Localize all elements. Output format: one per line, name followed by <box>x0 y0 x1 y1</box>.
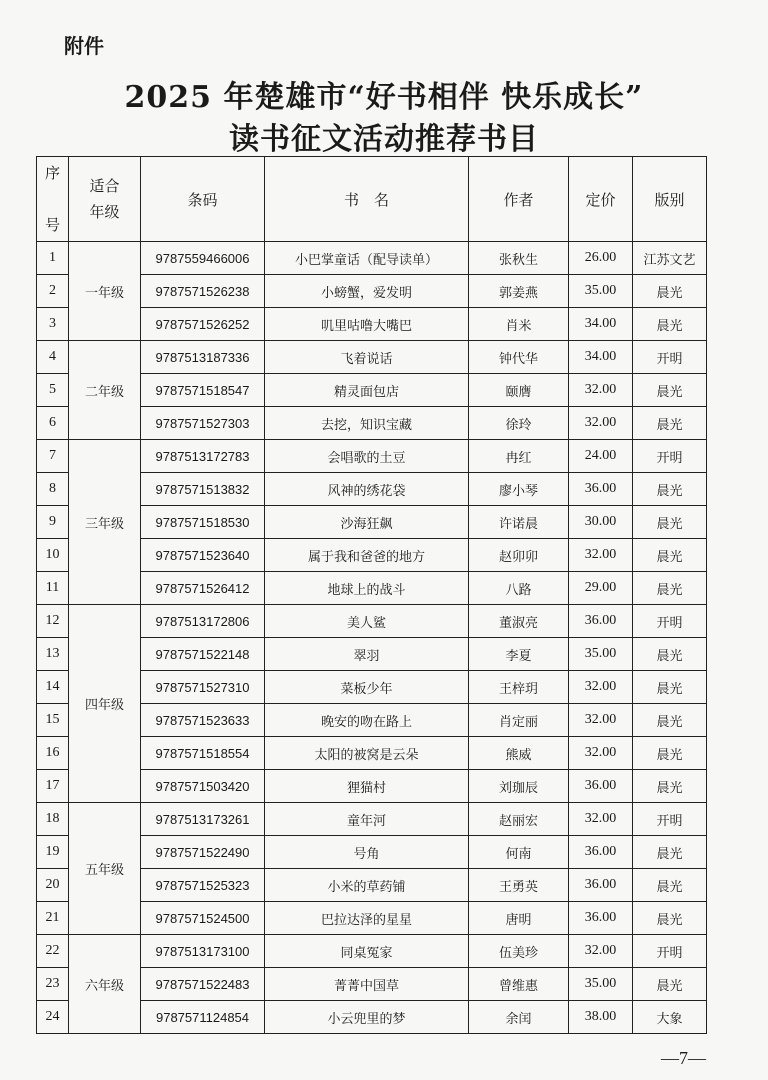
book-title-cell: 菁菁中国草 <box>265 968 469 1001</box>
barcode-cell: 9787571526412 <box>141 572 265 605</box>
edition-cell: 晨光 <box>633 902 707 935</box>
author-cell: 张秋生 <box>469 242 569 275</box>
header-price: 定价 <box>569 157 633 242</box>
barcode-cell: 9787513173261 <box>141 803 265 836</box>
barcode-cell: 9787513172806 <box>141 605 265 638</box>
row-number: 13 <box>37 638 69 671</box>
author-cell: 董淑亮 <box>469 605 569 638</box>
price-cell: 32.00 <box>569 407 633 440</box>
book-title-cell: 巴拉达泽的星星 <box>265 902 469 935</box>
grade-cell: 四年级 <box>69 605 141 803</box>
grade-cell: 二年级 <box>69 341 141 440</box>
author-cell: 冉红 <box>469 440 569 473</box>
row-number: 1 <box>37 242 69 275</box>
author-cell: 赵丽宏 <box>469 803 569 836</box>
row-number: 23 <box>37 968 69 1001</box>
table-row <box>37 605 707 638</box>
price-cell: 32.00 <box>569 803 633 836</box>
author-cell: 唐明 <box>469 902 569 935</box>
book-title-cell: 美人鲨 <box>265 605 469 638</box>
author-cell: 刘珈辰 <box>469 770 569 803</box>
book-list-table <box>36 156 707 1034</box>
author-cell: 余闰 <box>469 1001 569 1034</box>
row-number: 16 <box>37 737 69 770</box>
author-cell: 曾维惠 <box>469 968 569 1001</box>
price-cell: 32.00 <box>569 704 633 737</box>
barcode-cell: 9787571523640 <box>141 539 265 572</box>
grade-cell: 一年级 <box>69 242 141 341</box>
price-cell: 30.00 <box>569 506 633 539</box>
book-title-cell: 小螃蟹，爱发明 <box>265 275 469 308</box>
price-cell: 32.00 <box>569 737 633 770</box>
row-number: 11 <box>37 572 69 605</box>
row-number: 5 <box>37 374 69 407</box>
header-seq: 序 号 <box>37 157 69 242</box>
barcode-cell: 9787571525323 <box>141 869 265 902</box>
barcode-cell: 9787571522148 <box>141 638 265 671</box>
author-cell: 肖定丽 <box>469 704 569 737</box>
row-number: 9 <box>37 506 69 539</box>
row-number: 4 <box>37 341 69 374</box>
barcode-cell: 9787571518547 <box>141 374 265 407</box>
edition-cell: 晨光 <box>633 539 707 572</box>
row-number: 22 <box>37 935 69 968</box>
book-title-cell: 会唱歌的土豆 <box>265 440 469 473</box>
row-number: 15 <box>37 704 69 737</box>
edition-cell: 晨光 <box>633 770 707 803</box>
price-cell: 32.00 <box>569 374 633 407</box>
document-title-line2: 读书征文活动推荐书目 <box>229 122 539 157</box>
page-number: —7— <box>661 1048 706 1068</box>
barcode-cell: 9787571503420 <box>141 770 265 803</box>
price-cell: 32.00 <box>569 935 633 968</box>
author-cell: 钟代华 <box>469 341 569 374</box>
author-cell: 八路 <box>469 572 569 605</box>
book-title-cell: 晚安的吻在路上 <box>265 704 469 737</box>
header-grade: 适合 年级 <box>69 157 141 242</box>
barcode-cell: 9787571513832 <box>141 473 265 506</box>
row-number: 18 <box>37 803 69 836</box>
book-title-cell: 狸猫村 <box>265 770 469 803</box>
barcode-cell: 9787513173100 <box>141 935 265 968</box>
edition-cell: 晨光 <box>633 275 707 308</box>
attachment-label: 附件 <box>64 34 104 58</box>
barcode-cell: 9787571518554 <box>141 737 265 770</box>
edition-cell: 晨光 <box>633 704 707 737</box>
book-title-cell: 沙海狂飙 <box>265 506 469 539</box>
edition-cell: 晨光 <box>633 638 707 671</box>
barcode-cell: 9787571522490 <box>141 836 265 869</box>
row-number: 12 <box>37 605 69 638</box>
barcode-cell: 9787571522483 <box>141 968 265 1001</box>
book-title-cell: 号角 <box>265 836 469 869</box>
edition-cell: 晨光 <box>633 737 707 770</box>
edition-cell: 晨光 <box>633 308 707 341</box>
edition-cell: 晨光 <box>633 506 707 539</box>
barcode-cell: 9787571523633 <box>141 704 265 737</box>
price-cell: 36.00 <box>569 869 633 902</box>
edition-cell: 晨光 <box>633 968 707 1001</box>
edition-cell: 开明 <box>633 935 707 968</box>
price-cell: 35.00 <box>569 968 633 1001</box>
author-cell: 王勇英 <box>469 869 569 902</box>
header-barcode: 条码 <box>141 157 265 242</box>
price-cell: 36.00 <box>569 605 633 638</box>
edition-cell: 开明 <box>633 605 707 638</box>
author-cell: 许诺晨 <box>469 506 569 539</box>
book-title-cell: 属于我和爸爸的地方 <box>265 539 469 572</box>
book-title-cell: 小云兜里的梦 <box>265 1001 469 1034</box>
table-header-row <box>37 157 707 242</box>
row-number: 8 <box>37 473 69 506</box>
book-title-cell: 飞着说话 <box>265 341 469 374</box>
author-cell: 赵卯卯 <box>469 539 569 572</box>
edition-cell: 开明 <box>633 440 707 473</box>
book-title-cell: 叽里咕噜大嘴巴 <box>265 308 469 341</box>
price-cell: 36.00 <box>569 902 633 935</box>
edition-cell: 江苏文艺 <box>633 242 707 275</box>
header-edition: 版别 <box>633 157 707 242</box>
edition-cell: 晨光 <box>633 869 707 902</box>
barcode-cell: 9787571524500 <box>141 902 265 935</box>
edition-cell: 大象 <box>633 1001 707 1034</box>
edition-cell: 开明 <box>633 803 707 836</box>
table-row <box>37 242 707 275</box>
document-title-line1: 2025 年楚雄市“好书相伴 快乐成长” <box>124 80 644 115</box>
author-cell: 徐玲 <box>469 407 569 440</box>
edition-cell: 晨光 <box>633 407 707 440</box>
barcode-cell: 9787571518530 <box>141 506 265 539</box>
barcode-cell: 9787513172783 <box>141 440 265 473</box>
book-title-cell: 菜板少年 <box>265 671 469 704</box>
row-number: 7 <box>37 440 69 473</box>
table-row <box>37 803 707 836</box>
price-cell: 32.00 <box>569 539 633 572</box>
book-title-cell: 太阳的被窝是云朵 <box>265 737 469 770</box>
price-cell: 34.00 <box>569 308 633 341</box>
book-title-cell: 精灵面包店 <box>265 374 469 407</box>
book-title-cell: 翠羽 <box>265 638 469 671</box>
book-title-cell: 地球上的战斗 <box>265 572 469 605</box>
row-number: 17 <box>37 770 69 803</box>
price-cell: 36.00 <box>569 836 633 869</box>
header-title: 书 名 <box>265 157 469 242</box>
author-cell: 伍美珍 <box>469 935 569 968</box>
book-title-cell: 小巴掌童话（配导读单） <box>265 242 469 275</box>
barcode-cell: 9787571124854 <box>141 1001 265 1034</box>
grade-cell: 三年级 <box>69 440 141 605</box>
author-cell: 王梓玥 <box>469 671 569 704</box>
price-cell: 38.00 <box>569 1001 633 1034</box>
table-row <box>37 341 707 374</box>
row-number: 3 <box>37 308 69 341</box>
price-cell: 36.00 <box>569 770 633 803</box>
price-cell: 32.00 <box>569 671 633 704</box>
barcode-cell: 9787559466006 <box>141 242 265 275</box>
author-cell: 何南 <box>469 836 569 869</box>
row-number: 24 <box>37 1001 69 1034</box>
edition-cell: 晨光 <box>633 374 707 407</box>
edition-cell: 晨光 <box>633 473 707 506</box>
book-title-cell: 小米的草药铺 <box>265 869 469 902</box>
author-cell: 熊威 <box>469 737 569 770</box>
book-title-cell: 童年河 <box>265 803 469 836</box>
barcode-cell: 9787571527310 <box>141 671 265 704</box>
grade-cell: 六年级 <box>69 935 141 1034</box>
table-row <box>37 440 707 473</box>
price-cell: 26.00 <box>569 242 633 275</box>
price-cell: 35.00 <box>569 275 633 308</box>
row-number: 6 <box>37 407 69 440</box>
barcode-cell: 9787571526252 <box>141 308 265 341</box>
table-row <box>37 935 707 968</box>
author-cell: 李夏 <box>469 638 569 671</box>
row-number: 20 <box>37 869 69 902</box>
book-title-cell: 风神的绣花袋 <box>265 473 469 506</box>
author-cell: 廖小琴 <box>469 473 569 506</box>
table-body <box>37 242 707 1034</box>
price-cell: 29.00 <box>569 572 633 605</box>
edition-cell: 开明 <box>633 341 707 374</box>
edition-cell: 晨光 <box>633 572 707 605</box>
book-title-cell: 同桌冤家 <box>265 935 469 968</box>
grade-cell: 五年级 <box>69 803 141 935</box>
barcode-cell: 9787513187336 <box>141 341 265 374</box>
row-number: 14 <box>37 671 69 704</box>
author-cell: 肖米 <box>469 308 569 341</box>
author-cell: 颐膺 <box>469 374 569 407</box>
price-cell: 34.00 <box>569 341 633 374</box>
barcode-cell: 9787571527303 <box>141 407 265 440</box>
price-cell: 36.00 <box>569 473 633 506</box>
edition-cell: 晨光 <box>633 671 707 704</box>
book-title-cell: 去挖，知识宝藏 <box>265 407 469 440</box>
row-number: 21 <box>37 902 69 935</box>
author-cell: 郭姜燕 <box>469 275 569 308</box>
edition-cell: 晨光 <box>633 836 707 869</box>
price-cell: 35.00 <box>569 638 633 671</box>
header-author: 作者 <box>469 157 569 242</box>
row-number: 2 <box>37 275 69 308</box>
row-number: 19 <box>37 836 69 869</box>
row-number: 10 <box>37 539 69 572</box>
barcode-cell: 9787571526238 <box>141 275 265 308</box>
price-cell: 24.00 <box>569 440 633 473</box>
